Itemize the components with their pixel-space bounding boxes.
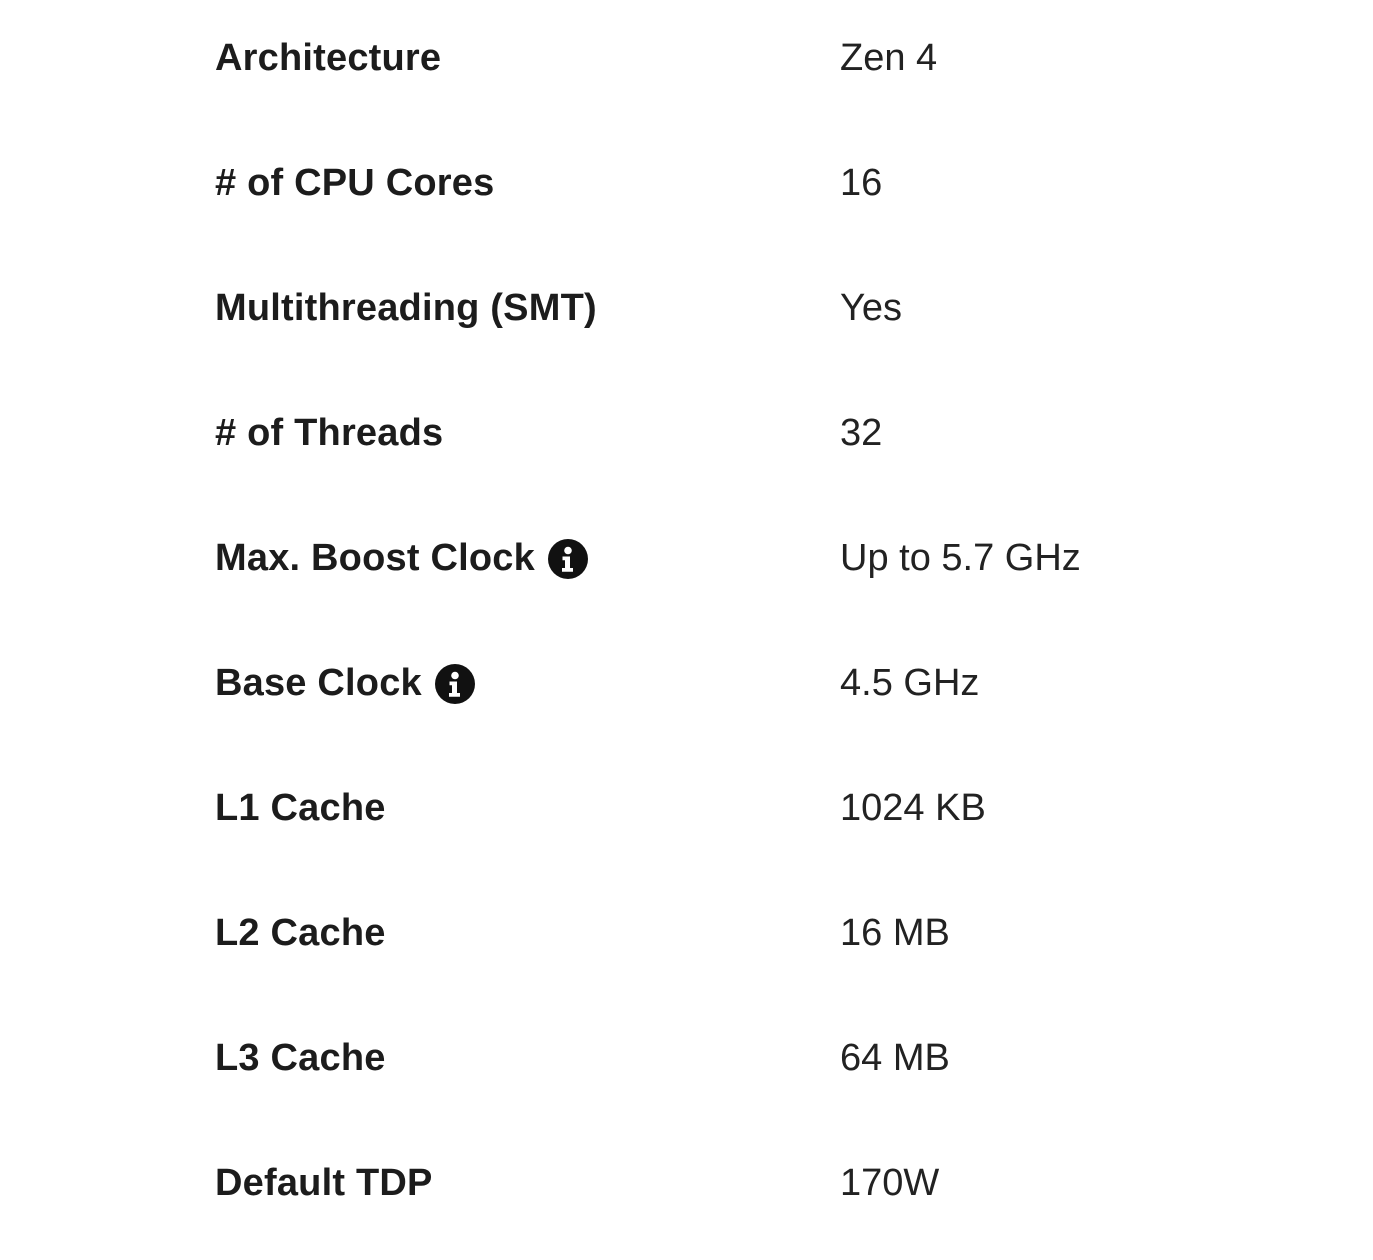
spec-value: Up to 5.7 GHz xyxy=(840,537,1081,579)
spec-label-text: Default TDP xyxy=(215,1162,433,1204)
spec-label xyxy=(215,1162,840,1205)
spec-value: 4.5 GHz xyxy=(840,662,980,704)
spec-row-l2-cache xyxy=(0,871,1373,996)
spec-row-threads xyxy=(0,371,1373,496)
spec-label xyxy=(215,162,840,205)
spec-value: Yes xyxy=(840,287,902,329)
spec-label-text: Max. Boost Clock xyxy=(215,537,535,579)
spec-label xyxy=(215,912,840,955)
spec-label xyxy=(215,37,840,80)
spec-row-base-clock xyxy=(0,621,1373,746)
info-circle-icon[interactable] xyxy=(435,664,475,704)
spec-value: Zen 4 xyxy=(840,37,938,79)
info-circle-icon[interactable] xyxy=(548,539,588,579)
spec-label-text: L2 Cache xyxy=(215,912,386,954)
spec-label-text: L3 Cache xyxy=(215,1037,386,1079)
spec-label-text: Architecture xyxy=(215,37,442,79)
spec-row-multithreading xyxy=(0,246,1373,371)
spec-value: 16 MB xyxy=(840,912,950,954)
spec-label xyxy=(215,287,840,330)
spec-label xyxy=(215,537,840,580)
spec-row-l1-cache xyxy=(0,746,1373,871)
spec-row-max-boost-clock xyxy=(0,496,1373,621)
spec-label-text: L1 Cache xyxy=(215,787,386,829)
spec-row-cpu-cores xyxy=(0,121,1373,246)
spec-label-text: # of CPU Cores xyxy=(215,162,495,204)
spec-value: 64 MB xyxy=(840,1037,950,1079)
spec-value: 170W xyxy=(840,1162,940,1204)
spec-label-text: Multithreading (SMT) xyxy=(215,287,597,329)
spec-label xyxy=(215,787,840,830)
spec-value: 16 xyxy=(840,162,883,204)
spec-label-text: Base Clock xyxy=(215,662,422,704)
spec-value: 1024 KB xyxy=(840,787,986,829)
spec-label-text: # of Threads xyxy=(215,412,444,454)
spec-row-default-tdp xyxy=(0,1121,1373,1246)
spec-row-architecture xyxy=(0,0,1373,121)
spec-label xyxy=(215,1037,840,1080)
spec-label xyxy=(215,412,840,455)
spec-row-l3-cache xyxy=(0,996,1373,1121)
spec-value: 32 xyxy=(840,412,883,454)
spec-label xyxy=(215,662,840,705)
